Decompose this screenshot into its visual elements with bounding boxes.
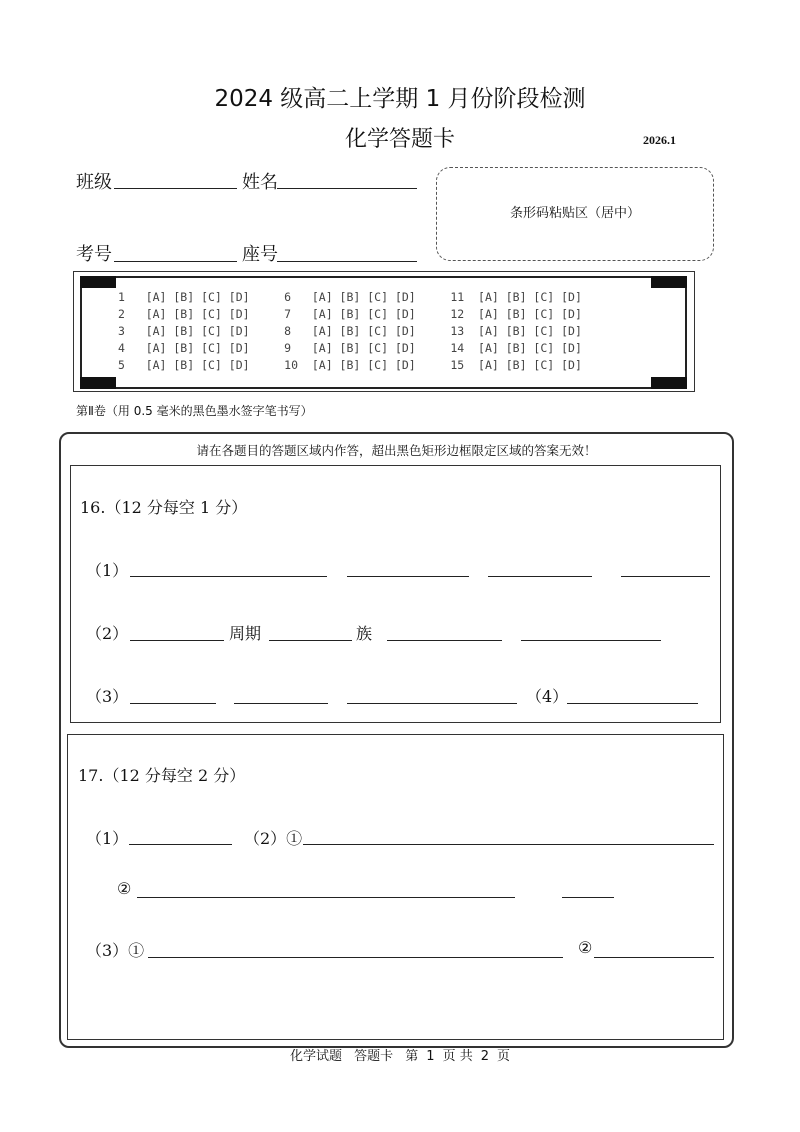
q16-part2-blank[interactable] [521, 640, 661, 641]
footer-subject: 化学试题 [289, 1049, 342, 1064]
q16-part3-blank[interactable] [130, 703, 216, 704]
q16-part4-label: （4） [526, 687, 569, 706]
mcq-row[interactable]: 1 [A] [B] [C] [D] 6 [A] [B] [C] [D] 11 [A] [B] [C] [D] [118, 290, 582, 304]
group-label: 族 [356, 624, 373, 643]
q17-part3b-label: ② [578, 938, 593, 957]
q17-part1-blank[interactable] [129, 844, 232, 845]
question-16-heading: 16.（12 分每空 1 分） [80, 498, 248, 517]
q17-part3-label: （3）① [86, 941, 145, 960]
q17-part2b-blank[interactable] [137, 897, 515, 898]
corner-mark [80, 276, 116, 288]
page-footer [0, 1045, 800, 1064]
exam-number-field[interactable] [114, 261, 237, 262]
footer-page-prefix: 第 [405, 1049, 419, 1064]
q16-part2-blank[interactable] [130, 640, 224, 641]
corner-mark [80, 377, 116, 389]
name-field[interactable] [277, 188, 417, 189]
mcq-row[interactable]: 5 [A] [B] [C] [D] 10 [A] [B] [C] [D] 15 [A] [B] [C] [D] [118, 358, 582, 372]
corner-mark [651, 377, 687, 389]
question-17-heading: 17.（12 分每空 2 分） [78, 766, 246, 785]
period-label: 周期 [229, 624, 262, 643]
q16-part4-blank[interactable] [567, 703, 698, 704]
q17-part3-blank[interactable] [148, 957, 563, 958]
name-label: 姓名 [242, 172, 278, 193]
footer-page-total: 2 [480, 1049, 489, 1064]
q16-part2-label: （2） [86, 624, 129, 643]
q16-part3-blank[interactable] [347, 703, 517, 704]
footer-page-number: 1 [426, 1049, 435, 1064]
q16-part1-blank[interactable] [130, 576, 327, 577]
q16-part1-blank[interactable] [347, 576, 469, 577]
footer-card: 答题卡 [354, 1049, 394, 1064]
mcq-row[interactable]: 4 [A] [B] [C] [D] 9 [A] [B] [C] [D] 14 [A] [B] [C] [D] [118, 341, 582, 355]
barcode-label: 条形码粘贴区（居中） [509, 206, 640, 221]
answer-card-title: 化学答题卡 [344, 127, 455, 152]
q17-part2-blank[interactable] [303, 844, 714, 845]
mcq-row[interactable]: 2 [A] [B] [C] [D] 7 [A] [B] [C] [D] 12 [A] [B] [C] [D] [118, 307, 582, 321]
q16-part2-blank[interactable] [269, 640, 352, 641]
corner-mark [651, 276, 687, 288]
q16-part1-blank[interactable] [621, 576, 710, 577]
q17-part2-label: （2）① [244, 829, 303, 848]
mcq-row[interactable]: 3 [A] [B] [C] [D] 8 [A] [B] [C] [D] 13 [A] [B] [C] [D] [118, 324, 582, 338]
exam-title: 2024 级高二上学期 1 月份阶段检测 [214, 86, 586, 112]
q17-part2b-label: ② [117, 879, 132, 898]
seat-field[interactable] [277, 261, 417, 262]
class-label: 班级 [76, 172, 112, 193]
exam-number-label: 考号 [76, 244, 112, 265]
part2-heading: 第Ⅱ卷（用 0.5 毫米的黑色墨水签字笔书写） [76, 404, 313, 418]
answer-area-warning: 请在各题目的答题区域内作答，超出黑色矩形边框限定区域的答案无效！ [196, 443, 597, 458]
q17-part1-label: （1） [86, 829, 129, 848]
q16-part3-label: （3） [86, 687, 129, 706]
barcode-area [436, 167, 714, 261]
class-field[interactable] [114, 188, 237, 189]
seat-label: 座号 [242, 244, 278, 265]
q17-part3b-blank[interactable] [594, 957, 714, 958]
footer-page-suffix: 页 [497, 1049, 511, 1064]
q16-part2-blank[interactable] [387, 640, 502, 641]
q16-part1-label: （1） [86, 561, 129, 580]
q16-part3-blank[interactable] [234, 703, 328, 704]
footer-page-mid: 页 共 [442, 1049, 473, 1064]
q16-part1-blank[interactable] [488, 576, 592, 577]
exam-date: 2026.1 [643, 133, 676, 147]
q17-part2c-blank[interactable] [562, 897, 614, 898]
